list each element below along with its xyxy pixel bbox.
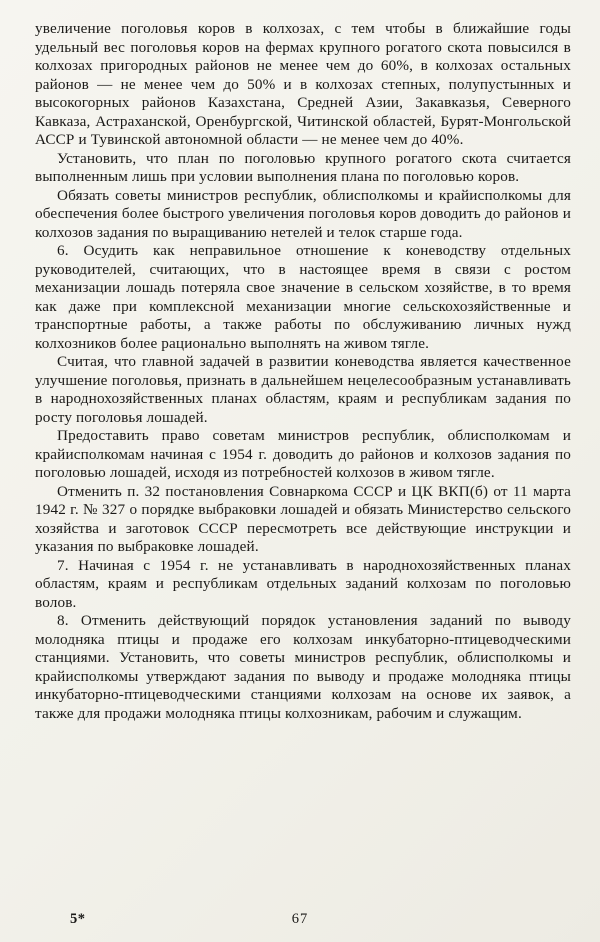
paragraph: Установить, что план по поголовью крупного рогатого скота считается выполненным лишь при условии выполнения плана по поголовью коров. [35,149,571,185]
text-block [35,20,571,723]
paragraph: 6. Осудить как неправильное отношение к коневодству отдельных руководителей, считающих, что в настоящее время в связи с ростом механизации лошадь потеряла свое значение в сельском хозяйстве, в то время как даже при комплексной механизации многие сельскохозяйственные и транспортные работы, а также работы по обслуживанию личных нужд колхозников более рационально выполнять на живом тягле. [35,242,571,352]
paragraph: увеличение поголовья коров в колхозах, с тем чтобы в ближайшие годы удельный вес поголовья коров на фермах крупного рогатого скота повысился в колхозах пригородных районов не менее чем до 60%, в колхозах остальных районов — не менее чем до 50% и в колхозах степных, полупустынных и высокогорных районов Казахстана, Средней Азии, Закавказья, Северного Кавказа, Астраханской, Оренбургской, Читинской областей, Бурят-Монгольской АССР и Тувинской автономной области — не менее чем до 40%. [35,20,571,148]
paragraph: 7. Начиная с 1954 г. не устанавливать в народнохозяйственных планах областям, краям и республикам отдельных заданий колхозам по поголовью волов. [35,556,571,611]
paragraph: Обязать советы министров республик, облисполкомы и крайисполкомы для обеспечения более быстрого увеличения поголовья коров доводить до районов и колхозов задания по выращиванию нетелей и телок старше года. [35,186,571,241]
paragraph: Предоставить право советам министров республик, облисполкомам и крайисполкомам начиная с 1954 г. доводить до районов и колхозов задания по поголовью лошадей, исходя из потребностей колхозов в живом тягле. [35,427,571,481]
paragraph: Отменить п. 32 постановления Совнаркома СССР и ЦК ВКП(б) от 11 марта 1942 г. № 327 о порядке выбраковки лошадей и обязать Министерство сельского хозяйства и заготовок СССР пересмотреть все действующие инструкции и указания по выбраковке лошадей. [35,482,571,555]
paragraph: 8. Отменить действующий порядок установления заданий по выводу молодняка птицы и продаже его колхозам инкубаторно-птицеводческими станциями. Установить, что советы министров республик, облисполкомы и крайисполкомы утверждают задания по выводу и продаже молодняка птицы инкубаторно-птицеводческими станциями колхозам на основе их заявок, а также для продажи молодняка птицы колхозникам, рабочим и служащим. [35,612,571,722]
printer-signature-mark: 5* [70,911,86,927]
paragraph: Считая, что главной задачей в развитии коневодства является качественное улучшение поголовья, признать в дальнейшем нецелесообразным устанавливать в народнохозяйственных планах областям, краям и республикам задания по росту поголовья лошадей. [35,353,571,426]
page-number: 67 [291,911,309,927]
